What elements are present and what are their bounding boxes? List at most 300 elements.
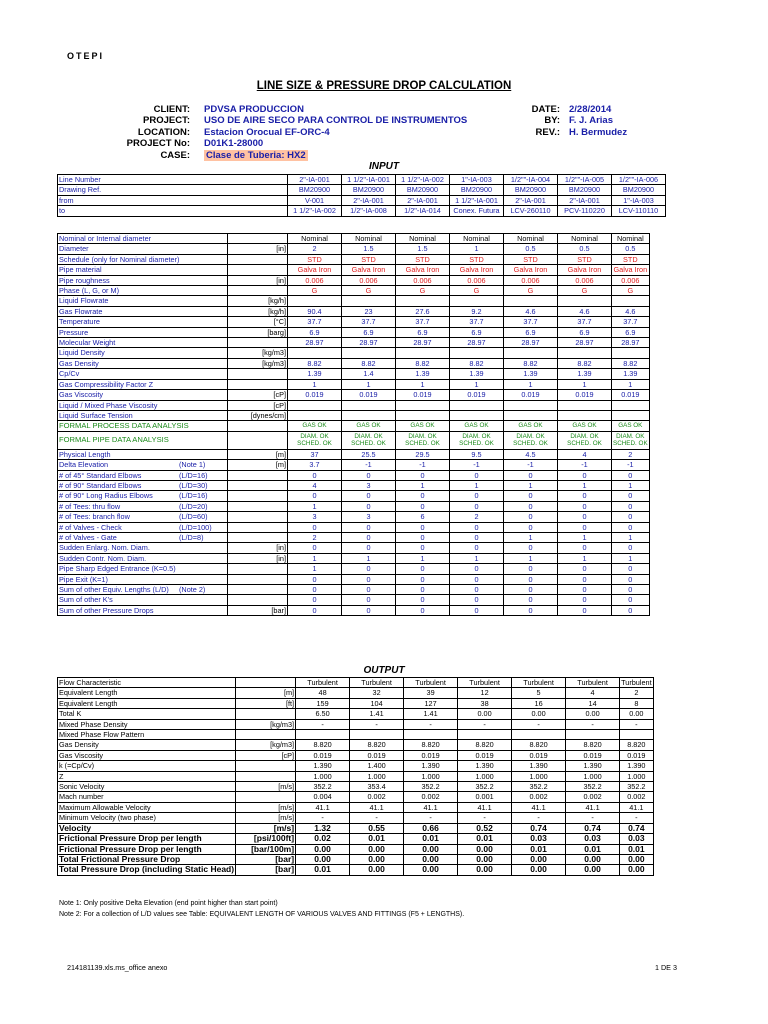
- cell-value: 1: [396, 379, 450, 389]
- row-label: [58, 400, 228, 410]
- row-label-text: # of 90° Long Radius Elbows: [59, 491, 153, 501]
- row-label-text: Schedule (only for Nominal diameter): [59, 254, 180, 264]
- row-unit: [cP]: [236, 750, 296, 760]
- cell-value: 0.74: [566, 823, 620, 833]
- row-label: Mixed Phase Density: [58, 719, 236, 729]
- cell-value: 3.7: [288, 460, 342, 470]
- row-label: [58, 234, 228, 244]
- diam-ok: DIAM. OK: [462, 432, 491, 440]
- cell-value: 1.39: [558, 369, 612, 379]
- cell-value: 0.03: [512, 834, 566, 844]
- cell-value: 0.00: [458, 865, 512, 875]
- row-unit: [228, 431, 288, 449]
- row-unit: [236, 709, 296, 719]
- cell-value: 12: [458, 688, 512, 698]
- cell-value: 1: [504, 379, 558, 389]
- cell-value: [450, 431, 504, 449]
- cell-value: 1: [612, 480, 650, 490]
- row-label-text: Liquid Flowrate: [59, 296, 109, 306]
- input-table: [57, 233, 650, 616]
- header-label: DATE:: [531, 104, 560, 115]
- cell-value: 1.390: [404, 761, 458, 771]
- table-row: [58, 595, 650, 605]
- cell-value: 0: [450, 585, 504, 595]
- row-label: [58, 449, 228, 459]
- cell-value: 0: [288, 595, 342, 605]
- cell-value: 37.7: [558, 317, 612, 327]
- cell-value: 1/2"-IA-014: [396, 206, 450, 216]
- cell-value: Nominal: [450, 234, 504, 244]
- row-unit: [ft]: [236, 698, 296, 708]
- cell-value: 1.32: [296, 823, 350, 833]
- row-unit: [228, 512, 288, 522]
- cell-value: 0.002: [566, 792, 620, 802]
- row-label: FORMAL PROCESS DATA ANALYSIS: [58, 421, 228, 431]
- cell-value: 1: [504, 532, 558, 542]
- row-label: [58, 543, 228, 553]
- table-row: [58, 553, 650, 563]
- cell-value: -: [458, 813, 512, 823]
- row-label: Total Frictional Pressure Drop: [58, 854, 236, 864]
- cell-value: [612, 348, 650, 358]
- cell-value: 41.1: [350, 802, 404, 812]
- cell-value: Nominal: [342, 234, 396, 244]
- cell-value: GAS OK: [396, 421, 450, 431]
- diam-ok: DIAM. OK: [300, 432, 329, 440]
- cell-value: 0: [450, 605, 504, 615]
- cell-value: 37.7: [612, 317, 650, 327]
- row-label-note: (L/D=60): [179, 512, 208, 522]
- cell-value: [612, 296, 650, 306]
- row-unit: [m]: [236, 688, 296, 698]
- cell-value: Turbulent: [621, 678, 652, 687]
- cell-value: 0: [342, 605, 396, 615]
- cell-value: 2: [288, 244, 342, 254]
- table-row: [58, 470, 650, 480]
- cell-value: BM20900: [342, 185, 396, 195]
- cell-value: BM20900: [558, 185, 612, 195]
- table-row: [58, 802, 654, 812]
- cell-value: 0: [504, 605, 558, 615]
- cell-value: 0.019: [450, 390, 504, 400]
- cell-value: Nominal: [558, 234, 612, 244]
- cell-value: 0.00: [566, 865, 620, 875]
- cell-value: STD: [450, 254, 504, 264]
- table-row: [58, 480, 650, 490]
- row-label: [58, 296, 228, 306]
- table-row: [58, 175, 666, 185]
- cell-value: [558, 410, 612, 420]
- cell-value: 3: [342, 512, 396, 522]
- cell-value: [396, 348, 450, 358]
- cell-value: -: [296, 719, 350, 729]
- cell-value: 352.2: [458, 782, 512, 792]
- row-label: [58, 410, 228, 420]
- cell-value: 1.000: [512, 771, 566, 781]
- row-unit: [in]: [228, 553, 288, 563]
- cell-value: 0.019: [342, 390, 396, 400]
- header-value-text: USO DE AIRE SECO PARA CONTROL DE INSTRUMENTOS: [204, 115, 468, 127]
- row-unit: [m/s]: [236, 813, 296, 823]
- row-unit: [228, 369, 288, 379]
- cell-value: 0: [558, 585, 612, 595]
- row-unit: [228, 470, 288, 480]
- cell-value: 5: [512, 688, 566, 698]
- row-label-text: Cp/Cv: [59, 369, 80, 379]
- cell-value: 0.00: [512, 854, 566, 864]
- cell-value: 0: [504, 512, 558, 522]
- cell-value: Turbulent: [296, 678, 350, 688]
- cell-value: 38: [458, 698, 512, 708]
- cell-value: [504, 348, 558, 358]
- row-unit: [barg]: [228, 327, 288, 337]
- row-unit: [228, 491, 288, 501]
- cell-value: Galva Iron: [288, 265, 342, 275]
- row-label-text: Physical Length: [59, 449, 111, 459]
- cell-value: -1: [396, 460, 450, 470]
- cell-value: 0.00: [458, 709, 512, 719]
- cell-value: 0: [612, 564, 650, 574]
- cell-value: 1: [288, 501, 342, 511]
- cell-value: [558, 431, 612, 449]
- cell-value: 1.390: [458, 761, 512, 771]
- row-label: [58, 585, 228, 595]
- row-label-text: Sudden Enlarg. Nom. Diam.: [59, 543, 150, 553]
- cell-value: G: [342, 286, 396, 296]
- row-unit: [228, 522, 288, 532]
- cell-value: 6.9: [504, 327, 558, 337]
- cell-value: [296, 730, 350, 740]
- header-label: REV.:: [535, 126, 560, 138]
- cell-value: 29.5: [396, 449, 450, 459]
- cell-value: 0.019: [558, 390, 612, 400]
- row-label: [58, 522, 228, 532]
- row-unit: [228, 265, 288, 275]
- cell-value: 1.5: [342, 244, 396, 254]
- cell-value: 4.5: [504, 449, 558, 459]
- row-unit: [in]: [228, 244, 288, 254]
- cell-value: 4.6: [612, 306, 650, 316]
- row-label: Sonic Velocity: [58, 782, 236, 792]
- cell-value: -1: [558, 460, 612, 470]
- table-row: [58, 823, 654, 833]
- cell-value: 0.01: [512, 844, 566, 854]
- cell-value: 1/2"-IA-008: [342, 206, 396, 216]
- row-unit: [cP]: [228, 400, 288, 410]
- row-label-text: Liquid / Mixed Phase Viscosity: [59, 400, 158, 410]
- table-row: [58, 390, 650, 400]
- cell-value: 0.002: [512, 792, 566, 802]
- cell-value: 1.390: [566, 761, 620, 771]
- cell-value: 2"-IA-001: [504, 195, 558, 205]
- cell-value: [404, 730, 458, 740]
- table-row: [58, 410, 650, 420]
- row-unit: [kg/m3]: [236, 740, 296, 750]
- row-label-text: Pipe Sharp Edged Entrance (K=0.5): [59, 564, 176, 574]
- cell-value: 0.006: [342, 275, 396, 285]
- cell-value: 0: [396, 574, 450, 584]
- sched-ok: SCHED. OK: [613, 440, 648, 448]
- row-label-text: Temperature: [59, 317, 100, 327]
- cell-value: [620, 730, 654, 740]
- cell-value: 48: [296, 688, 350, 698]
- cell-value: 2: [450, 512, 504, 522]
- row-label: [58, 595, 228, 605]
- cell-value: 1: [558, 532, 612, 542]
- row-label: [58, 512, 228, 522]
- cell-value: 0: [342, 532, 396, 542]
- cell-value: 0: [558, 501, 612, 511]
- cell-value: 0: [504, 470, 558, 480]
- cell-value: [288, 410, 342, 420]
- cell-value: 0: [342, 595, 396, 605]
- cell-value: 0.00: [350, 865, 404, 875]
- cell-value: 1: [612, 532, 650, 542]
- row-label: [58, 306, 228, 316]
- table-row: [58, 782, 654, 792]
- row-label-text: Sum of other K's: [59, 595, 113, 605]
- cell-value: 1.000: [296, 771, 350, 781]
- diam-ok: DIAM. OK: [354, 432, 383, 440]
- cell-value: 1: [504, 553, 558, 563]
- cell-value: BM20900: [288, 185, 342, 195]
- table-row: [58, 574, 650, 584]
- header-label: BY:: [544, 115, 560, 127]
- row-unit: [in]: [228, 275, 288, 285]
- table-row: [58, 688, 654, 698]
- cell-value: 0.55: [350, 823, 404, 833]
- cell-value: 2"-IA-001: [558, 195, 612, 205]
- cell-value: 0: [288, 522, 342, 532]
- cell-value: [558, 348, 612, 358]
- table-row: [58, 501, 650, 511]
- cell-value: 8.820: [350, 740, 404, 750]
- cell-value: [558, 296, 612, 306]
- row-label-text: Delta Elevation: [59, 460, 109, 470]
- row-unit: [228, 480, 288, 490]
- cell-value: GAS OK: [504, 421, 558, 431]
- cell-value: 0: [450, 491, 504, 501]
- header-value-text: Clase de Tuberia: HX2: [206, 149, 306, 161]
- row-label-text: Diameter: [59, 244, 89, 254]
- row-unit: [236, 792, 296, 802]
- row-label-text: # of Tees: branch flow: [59, 512, 130, 522]
- cell-value: 39: [404, 688, 458, 698]
- cell-value: 37.7: [342, 317, 396, 327]
- cell-value: 3: [288, 512, 342, 522]
- cell-value: STD: [558, 254, 612, 264]
- cell-value: 8.820: [296, 740, 350, 750]
- cell-value: [612, 431, 650, 449]
- sched-ok: SCHED. OK: [297, 440, 332, 448]
- cell-value: -: [404, 719, 458, 729]
- output-table: [57, 677, 654, 876]
- cell-value: 2: [612, 449, 650, 459]
- cell-value: 0: [342, 501, 396, 511]
- cell-value: [450, 400, 504, 410]
- cell-value: 1/2""-IA-005: [558, 175, 612, 185]
- cell-value: 0: [612, 595, 650, 605]
- cell-value: 41.1: [458, 802, 512, 812]
- cell-value: 0: [396, 595, 450, 605]
- header-label: CASE:: [160, 149, 190, 161]
- row-label: Equivalent Length: [58, 688, 236, 698]
- row-label-text: # of Valves - Check: [59, 522, 122, 532]
- row-label-text: # of 90° Standard Elbows: [59, 480, 142, 490]
- cell-value: 9.5: [450, 449, 504, 459]
- row-label-text: Liquid Density: [59, 348, 105, 358]
- table-row: [58, 698, 654, 708]
- table-row: [58, 275, 650, 285]
- cell-value: 1 1/2"-IA-001: [342, 175, 396, 185]
- cell-value: 8.820: [620, 740, 654, 750]
- cell-value: Nominal: [504, 234, 558, 244]
- cell-value: 1.390: [620, 761, 654, 771]
- cell-value: 0.019: [566, 750, 620, 760]
- cell-value: 0.03: [620, 834, 654, 844]
- row-label: [58, 532, 228, 542]
- header-value: [204, 150, 308, 161]
- cell-value: Conex. Futura: [450, 206, 504, 216]
- table-row: [58, 234, 650, 244]
- cell-value: -: [350, 813, 404, 823]
- cell-value: 0.01: [458, 834, 512, 844]
- cell-value: [558, 400, 612, 410]
- cell-value: 0: [288, 470, 342, 480]
- cell-value: 9.2: [450, 306, 504, 316]
- sched-ok: SCHED. OK: [567, 440, 602, 448]
- cell-value: Galva Iron: [558, 265, 612, 275]
- row-label-text: Gas Density: [59, 358, 99, 368]
- cell-value: 1/2""-IA-006: [612, 175, 666, 185]
- cell-value: -1: [504, 460, 558, 470]
- cell-value: 0.00: [620, 709, 654, 719]
- cell-value: [612, 400, 650, 410]
- table-row: [58, 327, 650, 337]
- header-label: PROJECT No:: [126, 138, 190, 150]
- cell-value: 0.002: [404, 792, 458, 802]
- cell-value: 0: [288, 605, 342, 615]
- cell-value: 8.82: [396, 358, 450, 368]
- cell-value: 0: [504, 543, 558, 553]
- cell-value: 1: [450, 480, 504, 490]
- row-label-text: Sum of other Pressure Drops: [59, 605, 154, 615]
- cell-value: 0.00: [296, 854, 350, 864]
- row-unit: [cP]: [228, 390, 288, 400]
- cell-value: 0: [558, 512, 612, 522]
- cell-value: 1: [450, 379, 504, 389]
- cell-value: G: [396, 286, 450, 296]
- cell-value: 41.1: [620, 802, 654, 812]
- cell-value: Nominal: [612, 234, 650, 244]
- row-label-note: (Note 2): [179, 585, 206, 594]
- table-row: [58, 730, 654, 740]
- cell-value: 0: [558, 605, 612, 615]
- cell-value: 1.5: [396, 244, 450, 254]
- cell-value: Nominal: [288, 234, 342, 244]
- cell-value: 2: [288, 532, 342, 542]
- cell-value: 1 1/2"-IA-002: [288, 206, 342, 216]
- row-label-text: Gas Flowrate: [59, 306, 103, 316]
- cell-value: 6: [396, 512, 450, 522]
- table-row: [58, 865, 654, 875]
- row-label: Flow Characteristic: [58, 678, 236, 688]
- row-unit: [dynes/cm]: [228, 410, 288, 420]
- cell-value: BM20900: [396, 185, 450, 195]
- cell-value: 0: [396, 564, 450, 574]
- cell-value: 352.2: [404, 782, 458, 792]
- cell-value: 0.74: [512, 823, 566, 833]
- cell-value: Galva Iron: [450, 265, 504, 275]
- cell-value: 8.820: [566, 740, 620, 750]
- row-label: Minimum Velocity (two phase): [58, 813, 236, 823]
- table-row: [58, 854, 654, 864]
- cell-value: 0: [612, 512, 650, 522]
- cell-value: 0: [504, 574, 558, 584]
- cell-value: 0.019: [504, 390, 558, 400]
- cell-value: [396, 400, 450, 410]
- cell-value: 352.2: [296, 782, 350, 792]
- row-unit: [236, 730, 296, 740]
- cell-value: [504, 431, 558, 449]
- sched-ok: SCHED. OK: [459, 440, 494, 448]
- cell-value: 0.00: [566, 854, 620, 864]
- cell-value: 0.00: [404, 844, 458, 854]
- diam-ok: DIAM. OK: [408, 432, 437, 440]
- cell-value: 0.006: [396, 275, 450, 285]
- cell-value: STD: [396, 254, 450, 264]
- cell-value: G: [450, 286, 504, 296]
- cell-value: 1: [396, 553, 450, 563]
- table-row: [58, 195, 666, 205]
- row-label-text: # of Tees: thru flow: [59, 501, 121, 511]
- cell-value: 0.5: [504, 244, 558, 254]
- cell-value: 0.019: [396, 390, 450, 400]
- cell-value: 0: [450, 470, 504, 480]
- cell-value: 8.82: [504, 358, 558, 368]
- cell-value: -1: [450, 460, 504, 470]
- cell-value: 104: [350, 698, 404, 708]
- cell-value: 1: [342, 379, 396, 389]
- cell-value: 0: [396, 585, 450, 595]
- cell-value: 1.400: [350, 761, 404, 771]
- row-label: FORMAL PIPE DATA ANALYSIS: [58, 431, 228, 449]
- table-row: [58, 358, 650, 368]
- row-label-text: Gas Compressibility Factor Z: [59, 379, 154, 389]
- cell-value: Turbulent: [404, 678, 458, 688]
- row-label: Gas Viscosity: [58, 750, 236, 760]
- cell-value: [288, 431, 342, 449]
- table-row: [58, 834, 654, 844]
- cell-value: 0.002: [620, 792, 654, 802]
- row-label-note: (Note 1): [179, 460, 206, 470]
- cell-value: 0: [450, 522, 504, 532]
- note-2: Note 2: For a collection of L/D values see Table: EQUIVALENT LENGTH OF VARIOUS VALVES AND FITTINGS (F5 + LENGTHS).: [59, 911, 465, 918]
- row-unit: [236, 771, 296, 781]
- cell-value: 6.9: [558, 327, 612, 337]
- cell-value: 1/2""-IA-004: [504, 175, 558, 185]
- row-label: Velocity: [58, 823, 236, 833]
- header-value-text: PDVSA PRODUCCION: [204, 104, 304, 115]
- table-row: [58, 522, 650, 532]
- cell-value: 0: [342, 585, 396, 595]
- table-row: [58, 532, 650, 542]
- cell-value: 352.2: [566, 782, 620, 792]
- cell-value: 1: [288, 553, 342, 563]
- cell-value: 1: [450, 553, 504, 563]
- cell-value: V-001: [288, 195, 342, 205]
- cell-value: [396, 296, 450, 306]
